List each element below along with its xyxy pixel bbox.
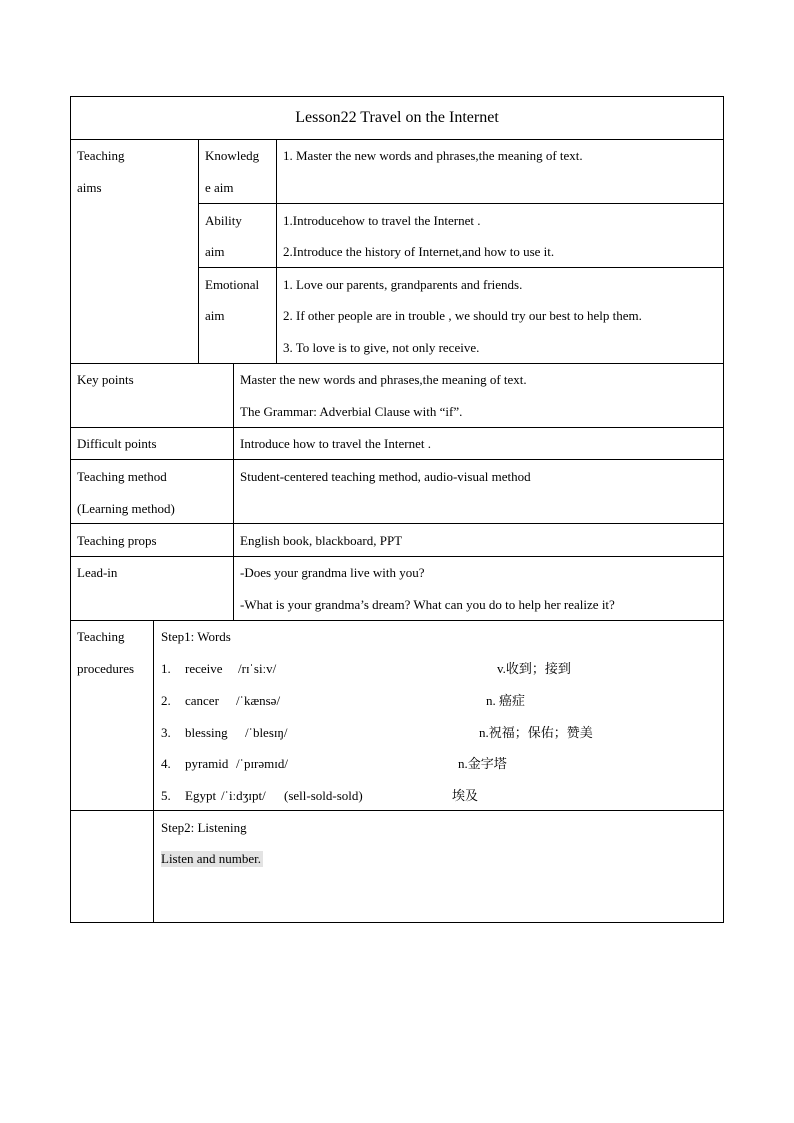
knowledge-aim-text: 1. Master the new words and phrases,the meaning of text.: [283, 148, 583, 163]
lead-in-text: -What is your grandma’s dream? What can you do to help her realize it?: [240, 597, 615, 612]
col-divider: [276, 139, 277, 363]
word-number: 2.: [161, 693, 171, 708]
word-phonetic: /ˈblesɪŋ/: [245, 725, 288, 740]
row-divider: [70, 139, 724, 140]
teaching-props-text: English book, blackboard, PPT: [240, 533, 403, 548]
row-divider: [70, 363, 724, 364]
ability-aim-text: 1.Introducehow to travel the Internet .: [283, 213, 481, 228]
teaching-aims-label: aims: [77, 180, 102, 195]
step1-title: Step1: Words: [161, 629, 231, 644]
col-divider: [233, 363, 234, 620]
emotional-aim-text: 3. To love is to give, not only receive.: [283, 340, 480, 355]
teaching-method-text: Student-centered teaching method, audio-visual method: [240, 469, 531, 484]
word-text: cancer: [185, 693, 219, 708]
row-divider: [70, 523, 724, 524]
word-number: 5.: [161, 788, 171, 803]
teaching-props-label: Teaching props: [77, 533, 157, 548]
difficult-points-text: Introduce how to travel the Internet .: [240, 436, 431, 451]
word-text: blessing: [185, 725, 228, 740]
ability-aim-label: Ability: [205, 213, 242, 228]
emotional-aim-label: aim: [205, 308, 225, 323]
emotional-aim-text: 2. If other people are in trouble , we should try our best to help them.: [283, 308, 642, 323]
lead-in-text: -Does your grandma live with you?: [240, 565, 425, 580]
step2-instruction: Listen and number.: [161, 851, 262, 866]
row-divider: [70, 556, 724, 557]
word-meaning: n.金字塔: [458, 756, 507, 771]
word-number: 4.: [161, 756, 171, 771]
word-number: 1.: [161, 661, 171, 676]
emotional-aim-label: Emotional: [205, 277, 260, 292]
word-phonetic: /ˈkænsə/: [236, 693, 281, 708]
key-points-label: Key points: [77, 372, 134, 387]
word-extra: (sell-sold-sold): [284, 788, 363, 803]
procedures-label: Teaching: [77, 629, 125, 644]
ability-aim-text: 2.Introduce the history of Internet,and how to use it.: [283, 244, 555, 259]
teaching-aims-label: Teaching: [77, 148, 125, 163]
row-divider: [70, 620, 724, 621]
word-meaning: n. 癌症: [486, 693, 526, 708]
procedures-label: procedures: [77, 661, 135, 676]
word-phonetic: /rɪˈsiːv/: [238, 661, 277, 676]
word-meaning: 埃及: [452, 788, 479, 803]
word-phonetic: /ˈpɪrəmɪd/: [236, 756, 288, 771]
lead-in-label: Lead-in: [77, 565, 118, 580]
teaching-method-label: (Learning method): [77, 501, 175, 516]
page-title: Lesson22 Travel on the Internet: [295, 109, 499, 126]
teaching-method-label: Teaching method: [77, 469, 167, 484]
ability-aim-label: aim: [205, 244, 225, 259]
word-phonetic: /ˈiːdʒɪpt/: [221, 788, 266, 803]
word-meaning: n.祝福；保佑；赞美: [479, 725, 593, 740]
difficult-points-label: Difficult points: [77, 436, 157, 451]
word-text: Egypt: [185, 788, 217, 803]
word-text: receive: [185, 661, 223, 676]
emotional-aim-text: 1. Love our parents, grandparents and friends.: [283, 277, 523, 292]
key-points-text: Master the new words and phrases,the meaning of text.: [240, 372, 527, 387]
word-text: pyramid: [185, 756, 229, 771]
row-divider: [70, 810, 724, 811]
step2-title: Step2: Listening: [161, 820, 247, 835]
knowledge-aim-label: Knowledg: [205, 148, 260, 163]
knowledge-aim-label: e aim: [205, 180, 234, 195]
col-divider: [153, 620, 154, 923]
col-divider: [198, 139, 199, 363]
row-divider: [70, 459, 724, 460]
word-number: 3.: [161, 725, 171, 740]
row-divider: [70, 427, 724, 428]
word-meaning: v.收到；接到: [497, 661, 571, 676]
key-points-text: The Grammar: Adverbial Clause with “if”.: [240, 404, 463, 419]
